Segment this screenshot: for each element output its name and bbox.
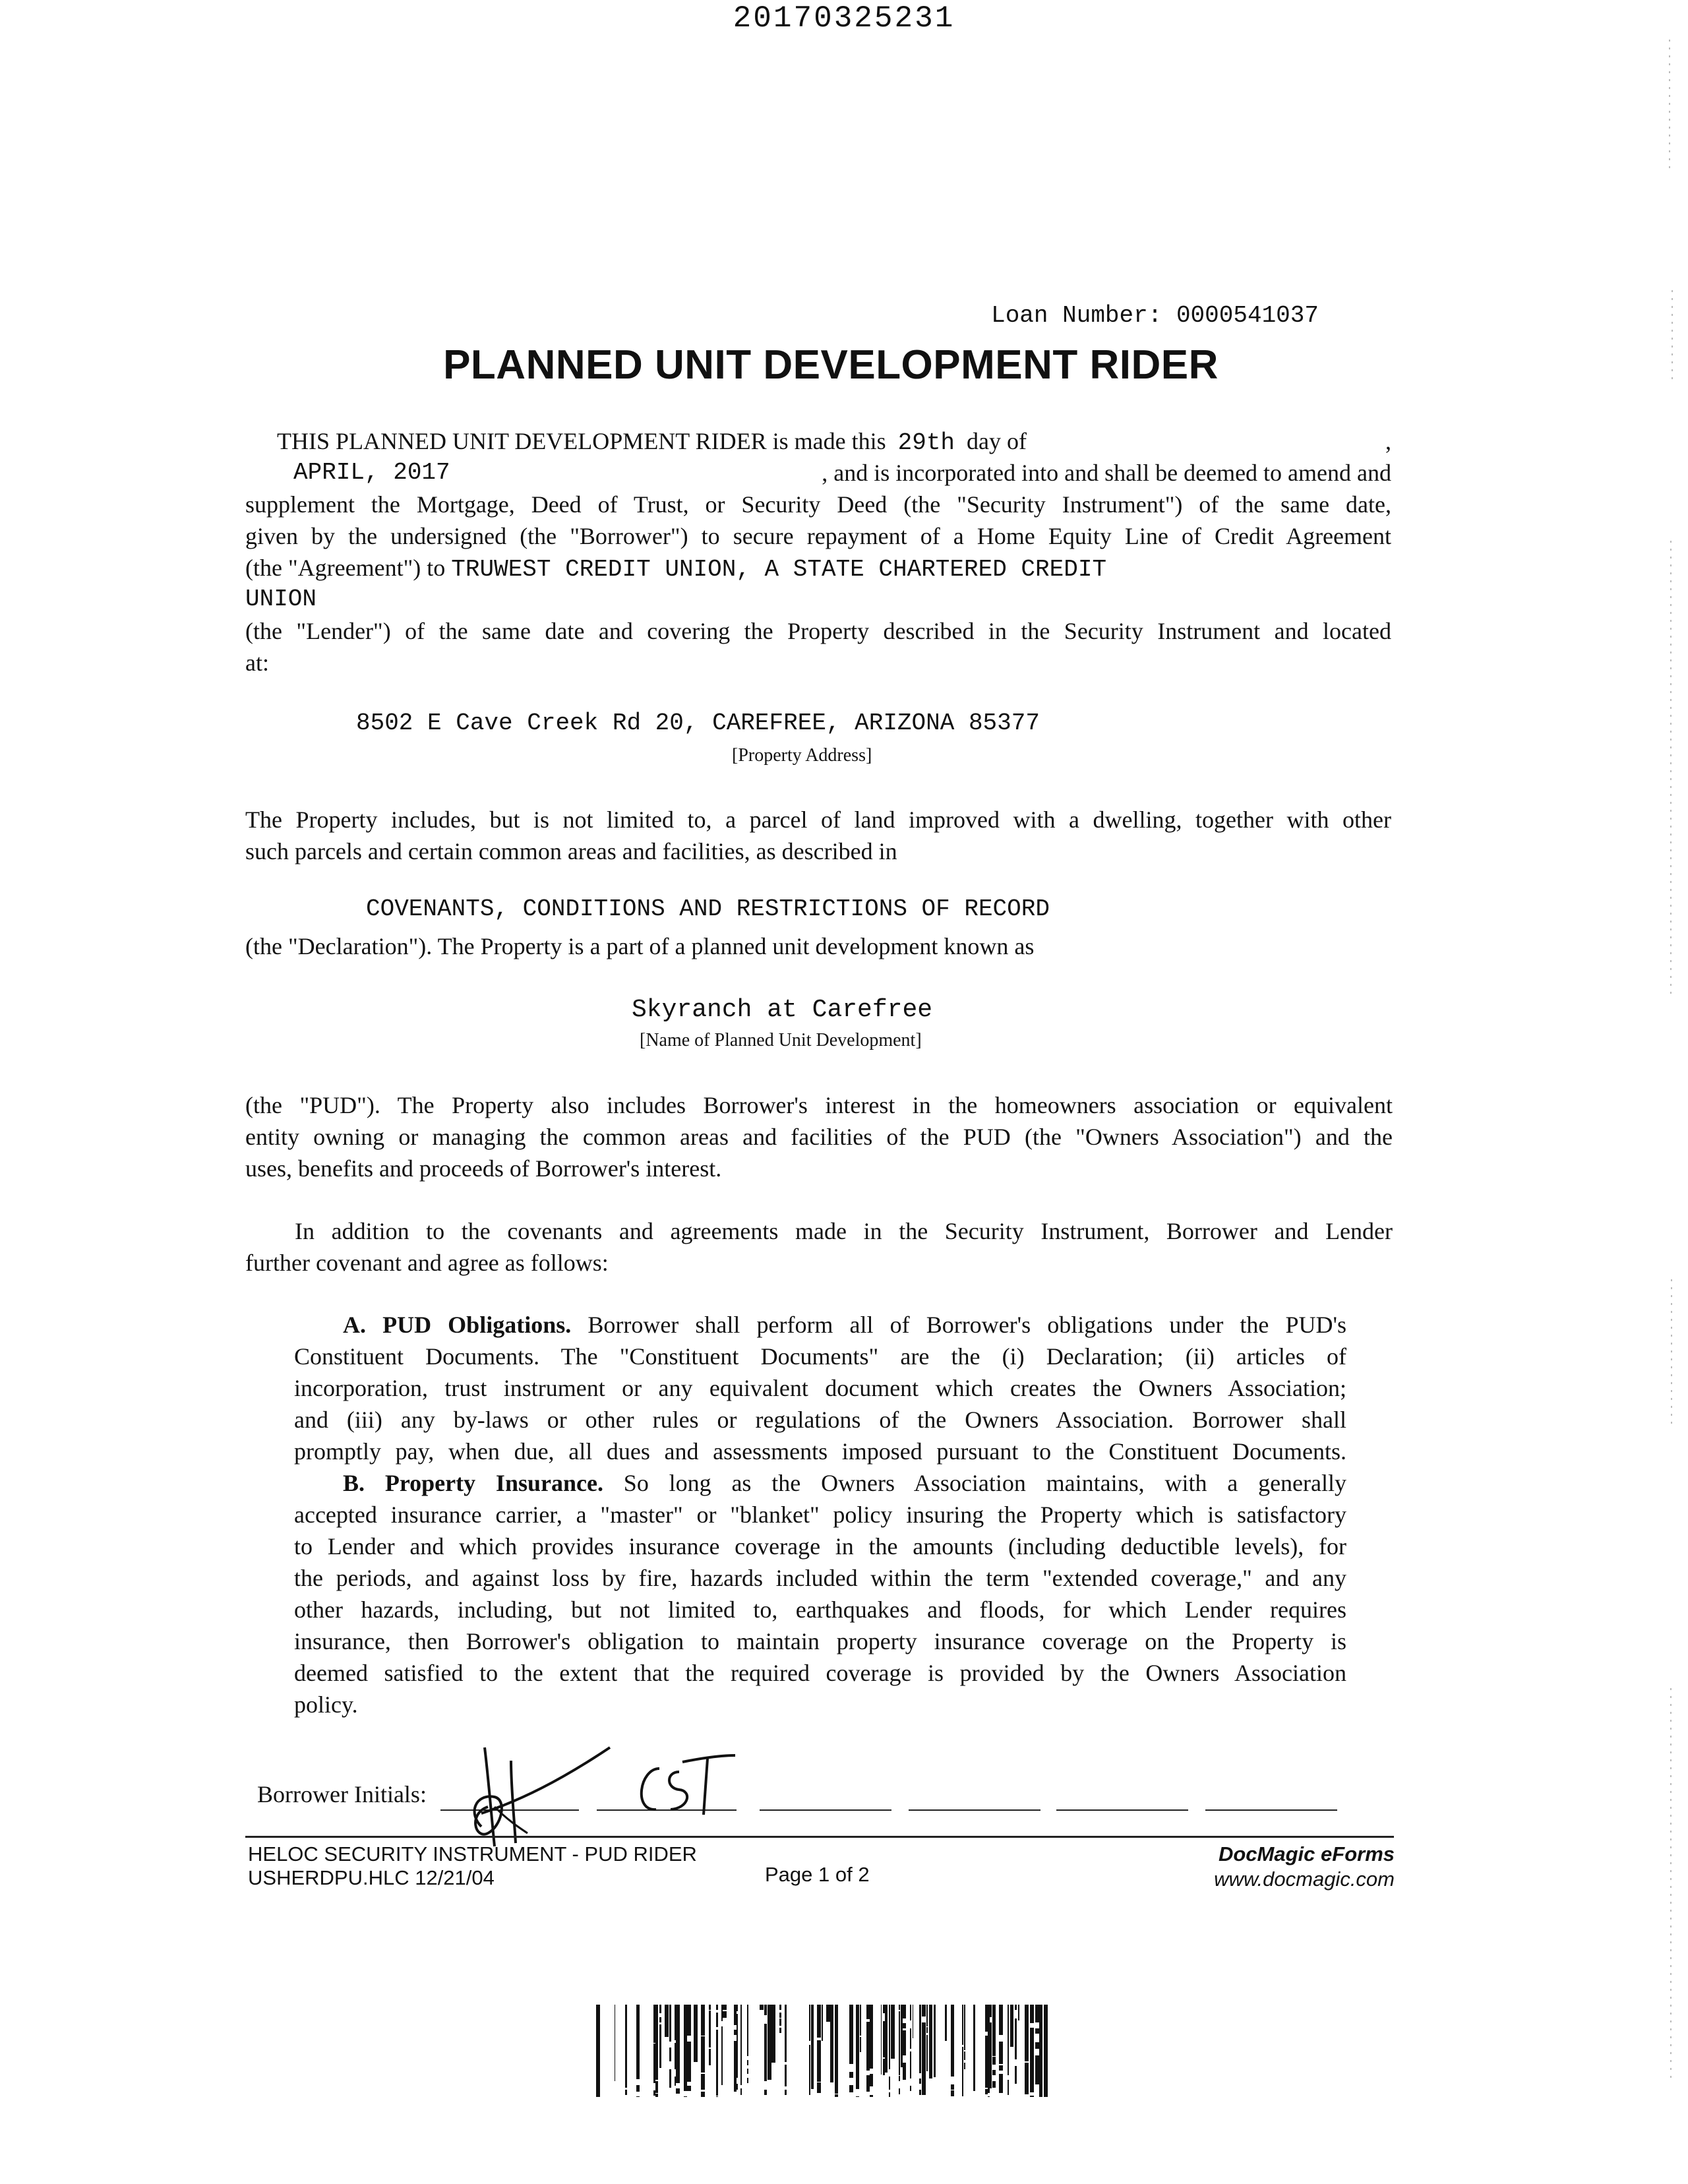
- addition-line-1: In addition to the covenants and agreements made in the Security Instrument, Borrower and Lender: [295, 1218, 1393, 1244]
- initials-blank-5: [1056, 1809, 1188, 1811]
- footer-form-name: HELOC SECURITY INSTRUMENT - PUD RIDER: [248, 1842, 697, 1866]
- footer-vendor-url: www.docmagic.com: [1214, 1867, 1395, 1891]
- intro-line-7: (the "Lender") of the same date and covering the Property described in the Security Instrument and located: [245, 618, 1391, 644]
- declaration-line: (the "Declaration"). The Property is a part of a planned unit development known as: [245, 933, 1035, 959]
- pud-line-2: entity owning or managing the common areas and facilities of the PUD (the "Owners Association") and the: [245, 1124, 1393, 1150]
- pud-line-3: uses, benefits and proceeds of Borrower's interest.: [245, 1155, 722, 1182]
- section-a-line-4: and (iii) any by-laws or other rules or regulations of the Owners Association. Borrower shall: [294, 1407, 1346, 1433]
- pud-name-caption: [Name of Planned Unit Development]: [640, 1030, 922, 1050]
- section-b-line-6: insurance, then Borrower's obligation to maintain property insurance coverage on the Property is: [294, 1628, 1346, 1654]
- intro-line-4: given by the undersigned (the "Borrower") to secure repayment of a Home Equity Line of Credit Agreement: [245, 523, 1391, 549]
- intro-line-1: [277, 427, 1391, 456]
- lender-name-continued: UNION: [245, 586, 317, 613]
- section-b-line-1: [343, 1469, 1346, 1497]
- section-a-line-3: incorporation, trust instrument or any equivalent document which creates the Owners Association;: [294, 1375, 1346, 1401]
- section-a-text: Borrower shall perform all of Borrower's obligations under the PUD's: [588, 1312, 1346, 1338]
- intro-text: , and is incorporated into and shall be deemed to amend and: [822, 460, 1391, 486]
- recording-number: 20170325231: [733, 1, 955, 36]
- footer-rule: [245, 1836, 1394, 1838]
- intro-text: (the "Agreement") to: [245, 555, 446, 581]
- intro-line-3: supplement the Mortgage, Deed of Trust, or Security Deed (the "Security Instrument") of the same date,: [245, 491, 1391, 518]
- section-b-line-2: accepted insurance carrier, a "master" or "blanket" policy insuring the Property which is satisfactory: [294, 1502, 1346, 1528]
- section-b-heading: B. Property Insurance.: [343, 1470, 603, 1496]
- section-b-line-4: the periods, and against loss by fire, hazards included within the term "extended coverage," and any: [294, 1565, 1346, 1591]
- barcode-image: [596, 2005, 1051, 2097]
- section-b-line-5: other hazards, including, but not limited to, earthquakes and floods, for which Lender requires: [294, 1596, 1346, 1623]
- footer-form-code: USHERDPU.HLC 12/21/04: [248, 1866, 495, 1889]
- made-date-day: 29th: [897, 429, 955, 456]
- loan-number-label: Loan Number:: [991, 302, 1162, 329]
- section-b-line-3: to Lender and which provides insurance coverage in the amounts (including deductible levels), for: [294, 1533, 1346, 1560]
- handwritten-initials-2: [630, 1749, 742, 1821]
- section-b-line-8: policy.: [294, 1691, 358, 1718]
- intro-line-8: at:: [245, 650, 269, 676]
- initials-blank-3: [760, 1809, 891, 1811]
- footer-page-number: Page 1 of 2: [765, 1863, 870, 1886]
- property-address-caption: [Property Address]: [732, 745, 872, 766]
- property-address: 8502 E Cave Creek Rd 20, CAREFREE, ARIZONA 85377: [356, 710, 1040, 737]
- scan-edge-marks: [1662, 40, 1681, 2150]
- loan-number: 0000541037: [1176, 302, 1319, 329]
- pud-line-1: (the "PUD"). The Property also includes Borrower's interest in the homeowners association or equivalent: [245, 1092, 1393, 1118]
- section-b-line-7: deemed satisfied to the extent that the required coverage is provided by the Owners Association: [294, 1660, 1346, 1686]
- initials-blank-6: [1205, 1809, 1337, 1811]
- section-a-heading: A. PUD Obligations.: [343, 1312, 572, 1338]
- loan-number-line: [991, 302, 1319, 329]
- footer-vendor-logo: DocMagic eForms: [1218, 1842, 1395, 1866]
- section-a-line-5: promptly pay, when due, all dues and assessments imposed pursuant to the Constituent Documents.: [294, 1438, 1346, 1465]
- section-a-line-1: [343, 1311, 1346, 1339]
- property-line-1: The Property includes, but is not limited to, a parcel of land improved with a dwelling, together with other: [245, 806, 1391, 833]
- day-of-text: day of: [967, 428, 1027, 454]
- intro-line-2: [247, 459, 1391, 487]
- section-a-line-2: Constituent Documents. The "Constituent Documents" are the (i) Declaration; (ii) articles of: [294, 1343, 1346, 1370]
- section-b-text: So long as the Owners Association maintains, with a generally: [623, 1470, 1347, 1496]
- addition-line-2: further covenant and agree as follows:: [245, 1250, 609, 1276]
- intro-text: THIS PLANNED UNIT DEVELOPMENT RIDER is made this: [277, 428, 886, 454]
- intro-line-5: [245, 554, 1106, 583]
- initials-blank-4: [909, 1809, 1040, 1811]
- borrower-initials-label: Borrower Initials:: [257, 1781, 427, 1807]
- lender-name: TRUWEST CREDIT UNION, A STATE CHARTERED CREDIT: [451, 556, 1107, 583]
- handwritten-initials-1: [455, 1734, 626, 1853]
- pud-name: Skyranch at Carefree: [632, 996, 933, 1024]
- property-line-2: such parcels and certain common areas and facilities, as described in: [245, 838, 897, 864]
- declaration-name: COVENANTS, CONDITIONS AND RESTRICTIONS OF RECORD: [366, 895, 1050, 923]
- made-date-month-year: APRIL, 2017: [293, 459, 450, 486]
- comma: ,: [1385, 428, 1391, 454]
- document-title: PLANNED UNIT DEVELOPMENT RIDER: [443, 342, 1219, 388]
